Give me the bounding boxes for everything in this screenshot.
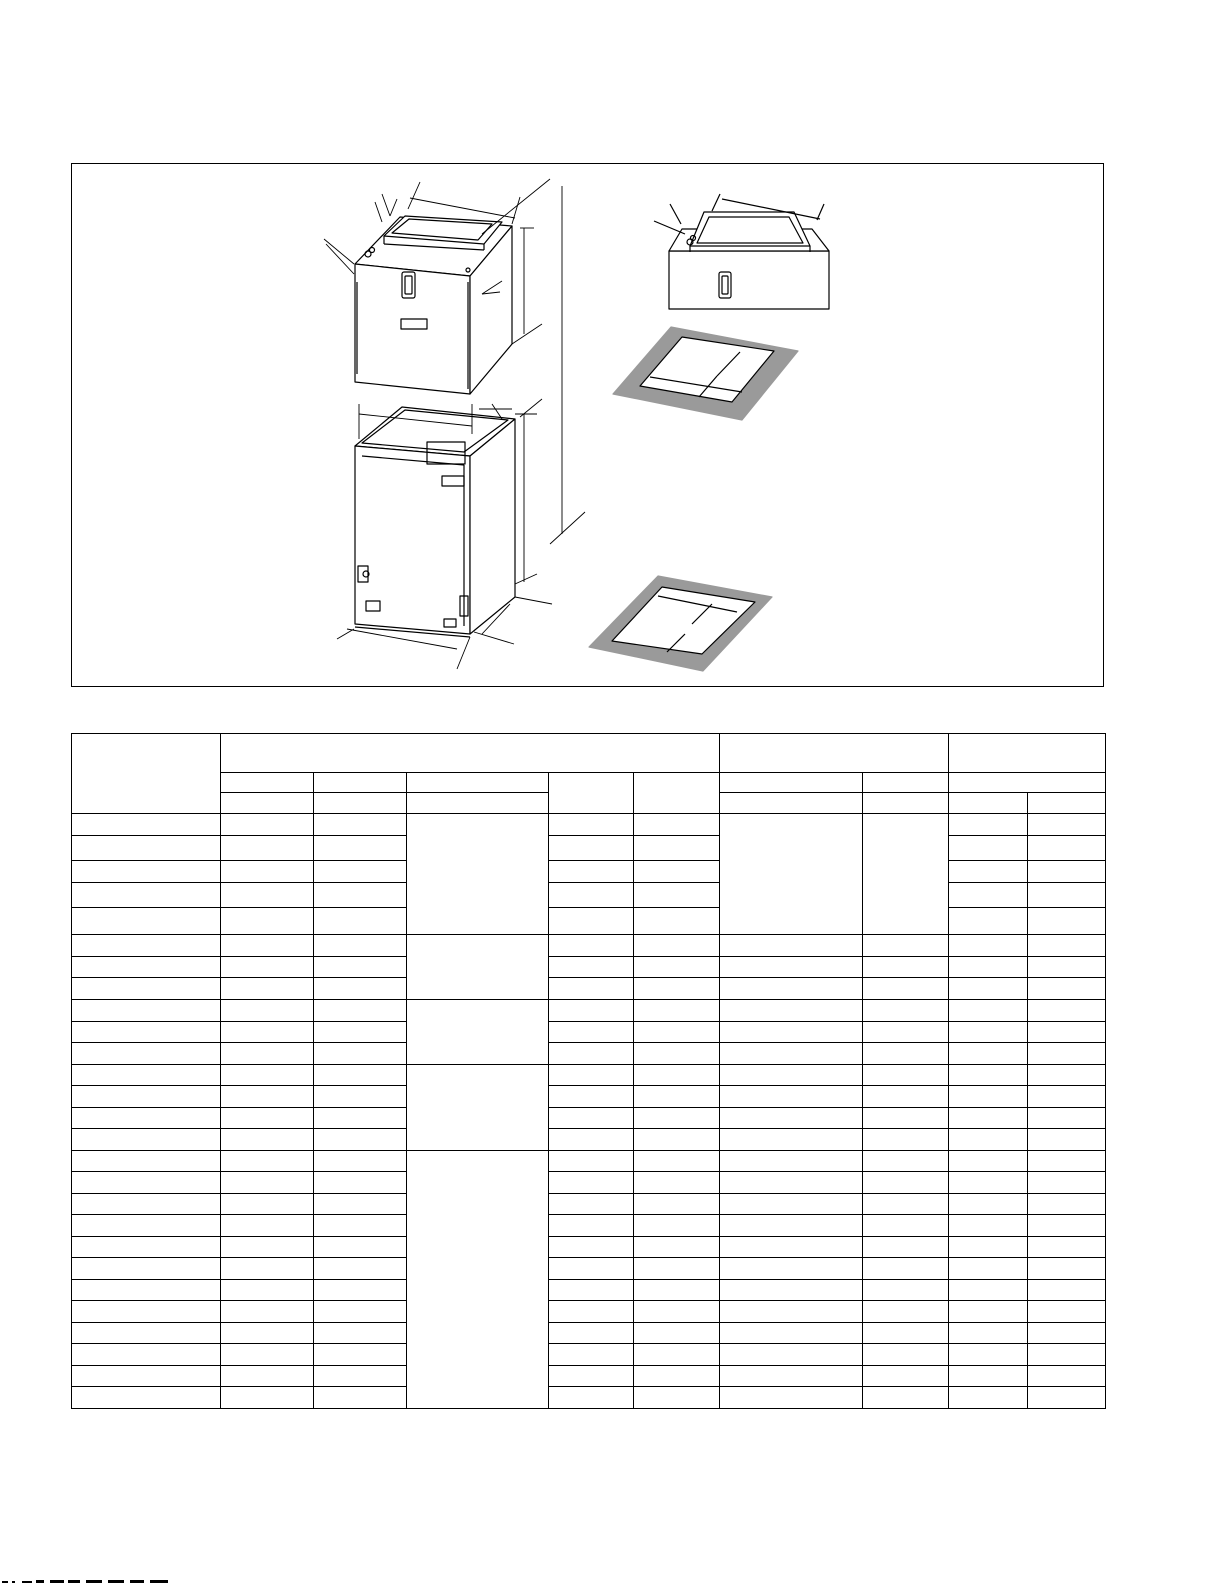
table-row: [72, 908, 1106, 935]
header-cell: [221, 773, 314, 793]
header-cell: [949, 793, 1028, 814]
header-cell: [314, 793, 407, 814]
header-group-dimensions: [221, 734, 720, 773]
air-handler-cabinet: [355, 407, 515, 637]
table-row: [72, 883, 1106, 908]
header-cell: [407, 793, 549, 814]
header-row-1: [72, 734, 1106, 773]
table-row: [72, 814, 1106, 836]
table-row: [72, 1387, 1106, 1409]
header-cell: [720, 793, 863, 814]
header-cell: [863, 793, 949, 814]
header-cell: [720, 773, 863, 793]
header-group-return: [949, 734, 1106, 773]
table-row: [72, 1194, 1106, 1215]
table-row: [72, 1258, 1106, 1280]
header-group-supply: [720, 734, 949, 773]
table-row: [72, 1344, 1106, 1366]
table-row: [72, 978, 1106, 1000]
table-row: [72, 1280, 1106, 1301]
header-cell: [949, 773, 1106, 793]
header-cell: [221, 793, 314, 814]
header-cell: [634, 773, 720, 814]
table-row: [72, 1172, 1106, 1194]
table-row: [72, 1237, 1106, 1258]
table-row: [72, 1086, 1106, 1108]
table-row: [72, 861, 1106, 883]
table-row: [72, 935, 1106, 957]
dimension-table: [71, 733, 1106, 1409]
header-cell: [1028, 793, 1106, 814]
table-row: [72, 1129, 1106, 1151]
table-row: [72, 1065, 1106, 1086]
footer-scan-mark: [0, 1578, 180, 1585]
table-row: [72, 1151, 1106, 1172]
table-row: [72, 836, 1106, 861]
header-cell: [314, 773, 407, 793]
table-row: [72, 1000, 1106, 1022]
coil-top-view: [654, 194, 829, 309]
table-row: [72, 1215, 1106, 1237]
table-row: [72, 1043, 1106, 1065]
header-row-2: [72, 773, 1106, 793]
coil-cabinet: [355, 216, 512, 394]
table-row: [72, 957, 1106, 978]
header-cell: [863, 773, 949, 793]
header-cell: [549, 773, 634, 814]
header-model-cell: [72, 734, 221, 814]
table-row: [72, 1022, 1106, 1043]
header-cell: [407, 773, 549, 793]
dimension-figure: [71, 163, 1104, 687]
table-row: [72, 1108, 1106, 1129]
table-row: [72, 1366, 1106, 1387]
gasket-lower: [589, 576, 772, 671]
table-row: [72, 1323, 1106, 1344]
gasket-upper: [613, 327, 798, 420]
unit-drawing: [72, 164, 1105, 688]
table-row: [72, 1301, 1106, 1323]
